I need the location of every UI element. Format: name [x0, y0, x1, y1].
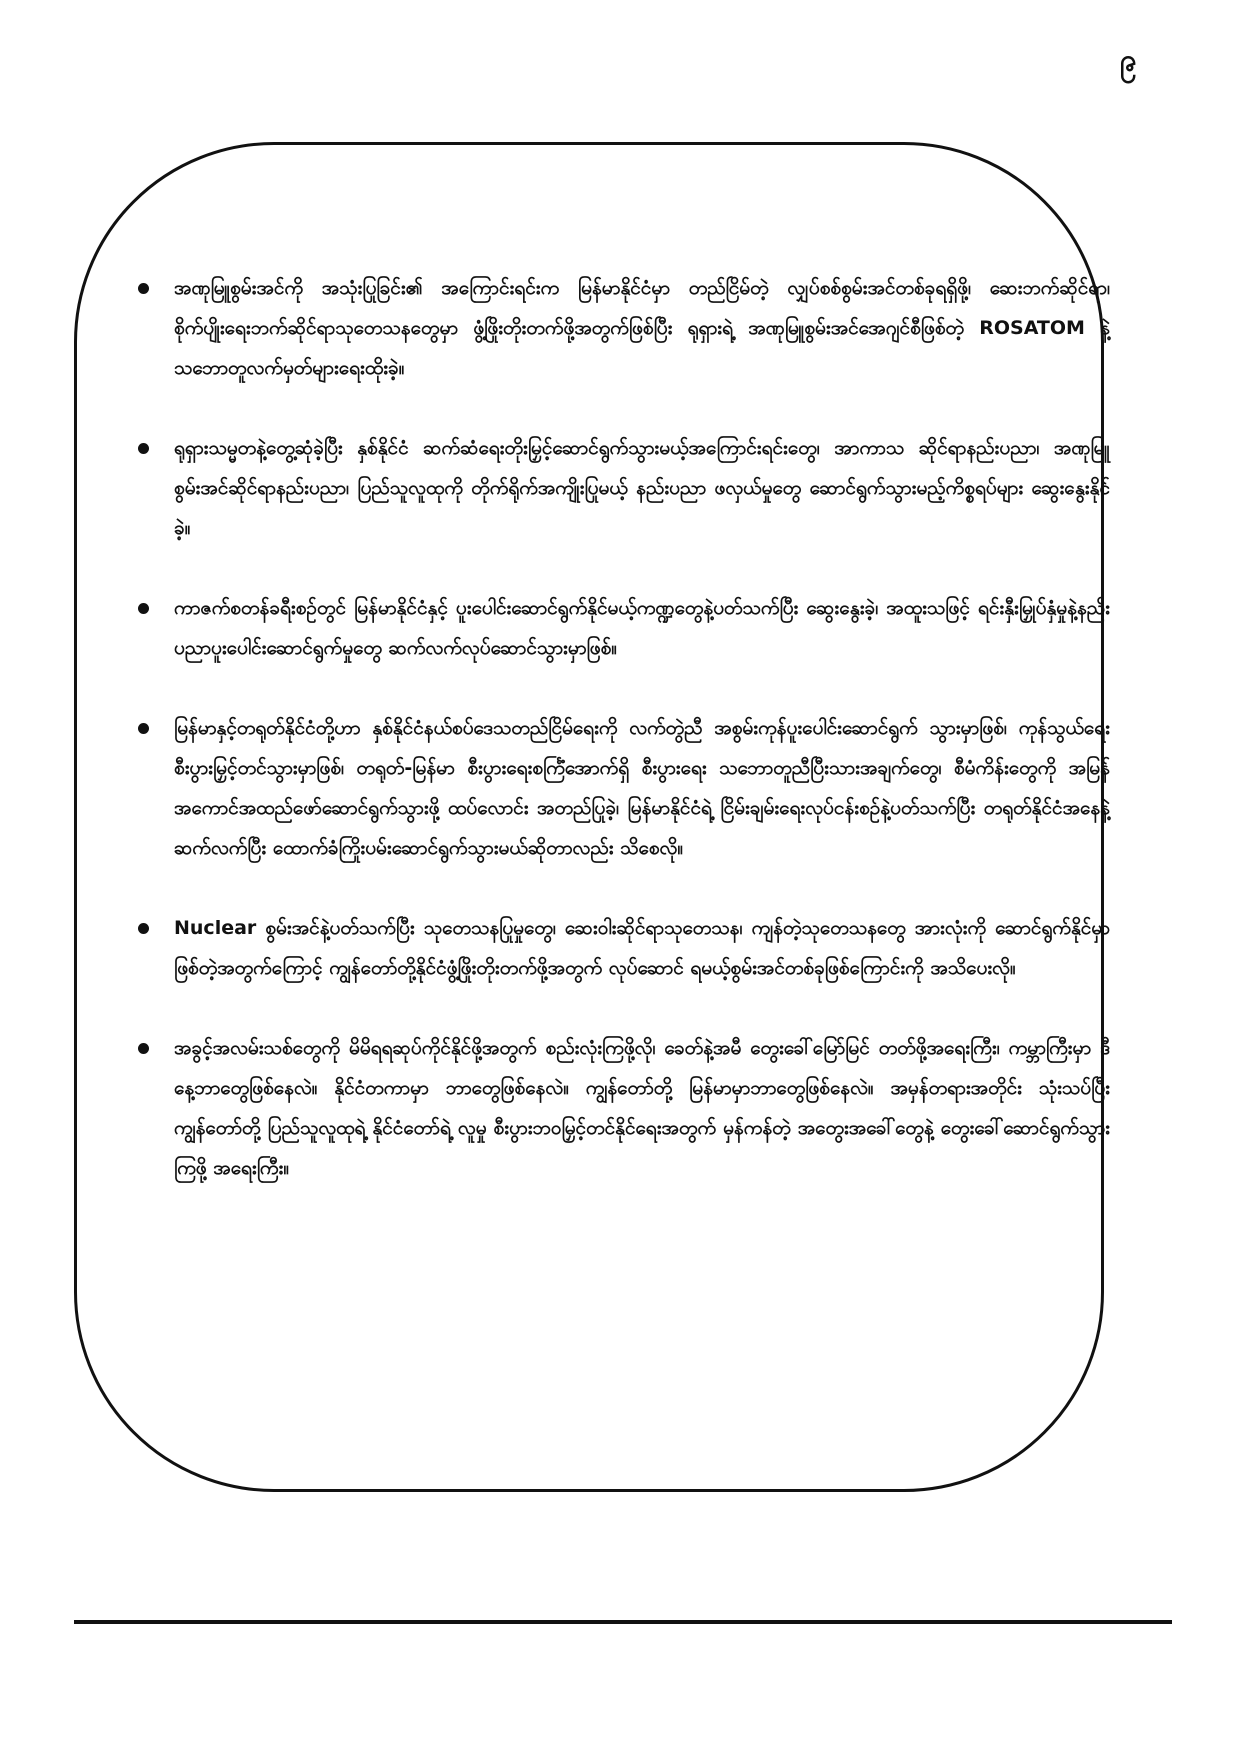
bullet-text: ရုရှားသမ္မတနဲ့တွေ့ဆုံခဲ့ပြီး နှစ်နိုင်ငံ ဆက်ဆံရေးတိုးမြှင့်ဆောင်ရွက်သွားမယ့်အကြောင်းရင်းတွေ၊ အာကာသ ဆိုင်ရာနည်းပညာ၊ အဏုမြူစွမ်းအင်ဆိုင်ရာနည်းပညာ၊ ပြည်သူလူထုကို တိုက်ရိုက်အကျိုးပြုမယ့် နည်းပညာ ဖလှယ်မှုတွေ ဆောင်ရွက်သွားမည့်ကိစ္စရပ်များ ဆွေးနွေးနိုင်ခဲ့။: [174, 437, 1110, 539]
bullet-dot-icon: [138, 283, 149, 294]
bullet-dot-icon: [138, 923, 149, 934]
bullet-item: [130, 708, 1110, 868]
bullet-dot-icon: [138, 723, 149, 734]
bullet-list: [130, 268, 1110, 1188]
bullet-item: [130, 588, 1110, 668]
bullet-dot-icon: [138, 603, 149, 614]
bullet-item: [130, 908, 1110, 988]
bullet-text: အဏုမြူစွမ်းအင်ကို အသုံးပြုခြင်း၏ အကြောင်းရင်းက မြန်မာနိုင်ငံမှာ တည်ငြိမ်တဲ့ လျှပ်စစ်စွမ်းအင်တစ်ခုရရှိဖို့၊ ဆေးဘက်ဆိုင်ရာ၊ စိုက်ပျိုးရေးဘက်ဆိုင်ရာသုတေသနတွေမှာ ဖွံ့ဖြိုးတိုးတက်ဖို့အတွက်ဖြစ်ပြီး ရုရှား‌ရဲ့ အဏုမြူစွမ်းအင်အေဂျင်စီဖြစ်တဲ့ ROSATOM နဲ့ သဘောတူလက်မှတ်များရေးထိုးခဲ့။: [174, 277, 1110, 379]
footer-rule: [74, 1620, 1172, 1624]
bullet-dot-icon: [138, 443, 149, 454]
bullet-item: [130, 1028, 1110, 1188]
bullet-text: ကာဇက်စတန်ခရီးစဉ်တွင် မြန်မာနိုင်ငံနှင့် ပူးပေါင်းဆောင်ရွက်နိုင်မယ့်ကဏ္ဍတွေနဲ့ပတ်သက်ပြီး ဆွေးနွေးခဲ့၊ အထူးသဖြင့် ရင်းနှီးမြှုပ်နှံမှုနဲ့နည်းပညာပူးပေါင်းဆောင်ရွက်မှုတွေ ဆက်လက်လုပ်ဆောင်သွားမှာဖြစ်။: [174, 597, 1110, 659]
bullet-item: [130, 268, 1110, 388]
page-number: ၉: [1120, 43, 1137, 78]
bullet-text: အခွင့်အလမ်းသစ်တွေကို မိမိရရဆုပ်ကိုင်နိုင်ဖို့အတွက် စည်းလုံးကြဖို့လို၊ ခေတ်နဲ့အမီ တွေးခေါ်မြော်မြင် တတ်ဖို့အရေးကြီး၊ ကမ္ဘာကြီးမှာ ဒီနေ့ဘာတွေဖြစ်နေလဲ။ နိုင်ငံတကာမှာ ဘာတွေဖြစ်နေလဲ။ ကျွန်တော်တို့ မြန်မာမှာဘာတွေဖြစ်နေလဲ။ အမှန်တရားအတိုင်း သုံးသပ်ပြီး ကျွန်တော်တို့ ပြည်သူလူထုရဲ့ နိုင်ငံတော်ရဲ့ လူမှု စီးပွားဘဝမြှင့်တင်နိုင်ရေးအတွက် မှန်ကန်တဲ့ အတွေးအခေါ်တွေနဲ့ တွေးခေါ်ဆောင်ရွက်သွားကြဖို့ အရေးကြီး။: [174, 1037, 1110, 1179]
bullet-item: [130, 428, 1110, 548]
bullet-text: မြန်မာနှင့်တရုတ်နိုင်ငံတို့ဟာ နှစ်နိုင်ငံနယ်စပ်ဒေသတည်ငြိမ်ရေးကို လက်တွဲညီ အစွမ်းကုန်ပူးပေါင်းဆောင်ရွက် သွားမှာဖြစ်၊ ကုန်သွယ်ရေးစီးပွားမြှင့်တင်သွားမှာဖြစ်၊ တရုတ်-မြန်မာ စီးပွားရေးစင်္ကြံအောက်ရှိ စီးပွားရေး သဘောတူညီပြီးသားအချက်တွေ၊ စီမံကိန်းတွေကို အမြန်အကောင်အထည်ဖော်ဆောင်ရွက်သွားဖို့ ထပ်လောင်း အတည်ပြုခဲ့၊ မြန်မာနိုင်ငံရဲ့ ငြိမ်းချမ်းရေးလုပ်ငန်းစဉ်နဲ့ပတ်သက်ပြီး တရုတ်နိုင်ငံအနေနဲ့ ဆက်လက်ပြီး ထောက်ခံကြိုးပမ်းဆောင်ရွက်သွားမယ်ဆိုတာလည်း သိစေလို။: [174, 717, 1110, 859]
bullet-dot-icon: [138, 1043, 149, 1054]
bullet-text: Nuclear စွမ်းအင်နဲ့ပတ်သက်ပြီး သုတေသနပြုမှုတွေ၊ ဆေးဝါးဆိုင်ရာသုတေသန၊ ကျန်တဲ့သုတေသနတွေ အားလုံးကို ဆောင်ရွက်နိုင်မှာဖြစ်တဲ့အတွက်ကြောင့် ကျွန်တော်တို့နိုင်ငံဖွံ့ဖြိုးတိုးတက်ဖို့အတွက် လုပ်ဆောင် ရမယ့်စွမ်းအင်တစ်ခုဖြစ်ကြောင်းကို အသိပေးလို။: [174, 917, 1110, 979]
